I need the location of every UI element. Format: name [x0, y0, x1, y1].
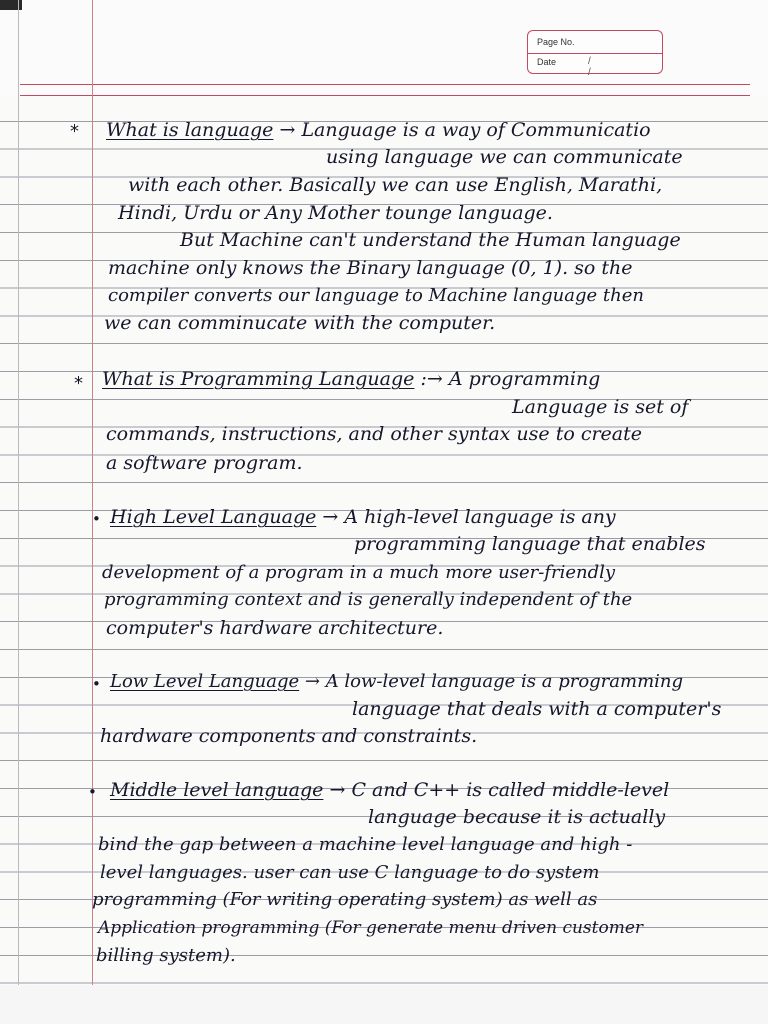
- low-level-line-3: hardware components and constraints.: [100, 725, 478, 747]
- high-level-heading-line: [110, 505, 616, 529]
- language-line-6: machine only knows the Binary language (0, 1). so the: [108, 257, 633, 279]
- high-level-line-5: computer's hardware architecture.: [106, 617, 444, 639]
- middle-level-line-4: level languages. user can use C language to do system: [100, 862, 600, 883]
- high-level-line-1: A high-level language is any: [344, 506, 616, 528]
- definition-arrow: →: [322, 506, 339, 528]
- bullet-marker: •: [88, 783, 97, 801]
- middle-level-term: Middle level language: [110, 779, 324, 801]
- date-label: Date: [537, 57, 557, 67]
- page-no-label: Page No.: [537, 37, 575, 47]
- middle-level-line-7: billing system).: [96, 945, 236, 966]
- bullet-marker: •: [92, 510, 101, 528]
- section-marker: *: [70, 121, 79, 142]
- definition-arrow: →: [329, 779, 346, 801]
- high-level-term: High Level Language: [110, 506, 317, 528]
- language-line-1: Language is a way of Communicatio: [301, 119, 651, 141]
- language-line-2: using language we can communicate: [326, 146, 683, 168]
- page-number-date-box: [527, 30, 663, 78]
- page-footer-area: [0, 985, 768, 1024]
- middle-level-line-5: programming (For writing operating system) as well as: [92, 889, 598, 910]
- middle-level-line-1: C and C++ is called middle-level: [351, 779, 670, 801]
- programming-language-term: What is Programming Language: [102, 368, 415, 390]
- programming-language-heading-line: [102, 367, 600, 391]
- high-level-line-2: programming language that enables: [354, 533, 706, 555]
- language-term: What is language: [106, 119, 274, 141]
- date-value: / /: [588, 56, 621, 78]
- high-level-line-4: programming context and is generally independent of the: [104, 589, 633, 610]
- section-marker: *: [74, 373, 83, 394]
- page-box-divider: [528, 53, 662, 54]
- middle-level-line-3: bind the gap between a machine level language and high -: [98, 834, 633, 855]
- middle-level-heading-line: [110, 778, 669, 802]
- programming-language-line-3: commands, instructions, and other syntax use to create: [106, 423, 642, 445]
- language-line-4: Hindi, Urdu or Any Mother tounge language.: [118, 202, 553, 224]
- low-level-heading-line: [110, 670, 683, 694]
- language-line-3: with each other. Basically we can use English, Marathi,: [128, 174, 663, 196]
- language-line-5: But Machine can't understand the Human language: [180, 229, 681, 251]
- low-level-term: Low Level Language: [110, 671, 300, 692]
- programming-language-line-2: Language is set of: [512, 396, 689, 418]
- language-heading-line: [106, 118, 651, 142]
- header-rule: [20, 84, 750, 85]
- programming-language-line-1: A programming: [448, 368, 601, 390]
- definition-arrow: →: [304, 671, 320, 692]
- definition-arrow: →: [279, 119, 296, 141]
- bullet-marker: •: [92, 675, 101, 693]
- definition-arrow: :→: [420, 368, 443, 390]
- header-rule-lower: [20, 95, 750, 96]
- low-level-line-2: language that deals with a computer's: [352, 698, 722, 720]
- middle-level-line-2: language because it is actually: [368, 806, 666, 828]
- language-line-7: compiler converts our language to Machine language then: [108, 285, 644, 306]
- page-left-edge: [18, 0, 19, 1000]
- high-level-line-3: development of a program in a much more user-friendly: [102, 562, 616, 583]
- language-line-8: we can comminucate with the computer.: [104, 312, 496, 334]
- middle-level-line-6: Application programming (For generate menu driven customer: [98, 918, 644, 938]
- programming-language-line-4: a software program.: [106, 452, 303, 474]
- low-level-line-1: A low-level language is a programming: [325, 671, 684, 692]
